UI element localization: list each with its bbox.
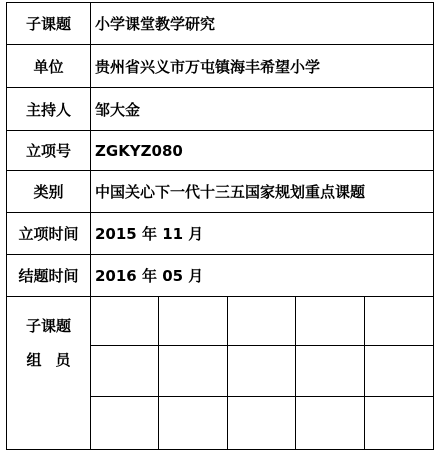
label-completion-date: 结题时间 — [7, 255, 91, 296]
subproject-info-table — [6, 2, 434, 450]
row-unit — [7, 45, 433, 88]
row-members — [7, 297, 433, 449]
member-cell — [91, 346, 159, 397]
value-subproject: 小学课堂教学研究 — [95, 15, 216, 33]
member-cell — [228, 397, 296, 449]
row-completion-date — [7, 255, 433, 297]
value-project-number: ZGKYZ080 — [95, 141, 183, 160]
member-cell — [91, 297, 159, 346]
member-cell — [159, 346, 227, 397]
member-cell — [159, 397, 227, 449]
row-approval-date — [7, 213, 433, 255]
value-host: 邹大金 — [95, 100, 141, 119]
label-approval-date: 立项时间 — [7, 213, 91, 254]
value-category: 中国关心下一代十三五国家规划重点课题 — [95, 183, 366, 201]
label-category: 类别 — [7, 171, 91, 212]
member-cell — [228, 297, 296, 346]
label-subproject: 子课题 — [7, 3, 91, 44]
row-project-number — [7, 131, 433, 171]
member-cell — [365, 397, 433, 449]
member-cell — [159, 297, 227, 346]
row-category — [7, 171, 433, 213]
member-cell — [91, 397, 159, 449]
member-cell — [365, 297, 433, 346]
label-members-line2: 组员 — [26, 351, 85, 369]
row-host — [7, 88, 433, 131]
members-grid — [91, 297, 433, 449]
member-cell — [296, 297, 364, 346]
label-members-line1: 子课题 — [25, 317, 71, 335]
label-project-number: 立项号 — [7, 131, 91, 170]
value-unit: 贵州省兴义市万屯镇海丰希望小学 — [95, 57, 321, 76]
member-cell — [365, 346, 433, 397]
label-host: 主持人 — [7, 88, 91, 130]
member-cell — [228, 346, 296, 397]
value-completion-date: 2016 年 05 月 — [95, 267, 204, 285]
member-cell — [296, 397, 364, 449]
row-subproject — [7, 3, 433, 45]
value-approval-date: 2015 年 11 月 — [95, 225, 204, 243]
label-unit: 单位 — [7, 45, 91, 87]
member-cell — [296, 346, 364, 397]
label-members — [7, 297, 91, 449]
